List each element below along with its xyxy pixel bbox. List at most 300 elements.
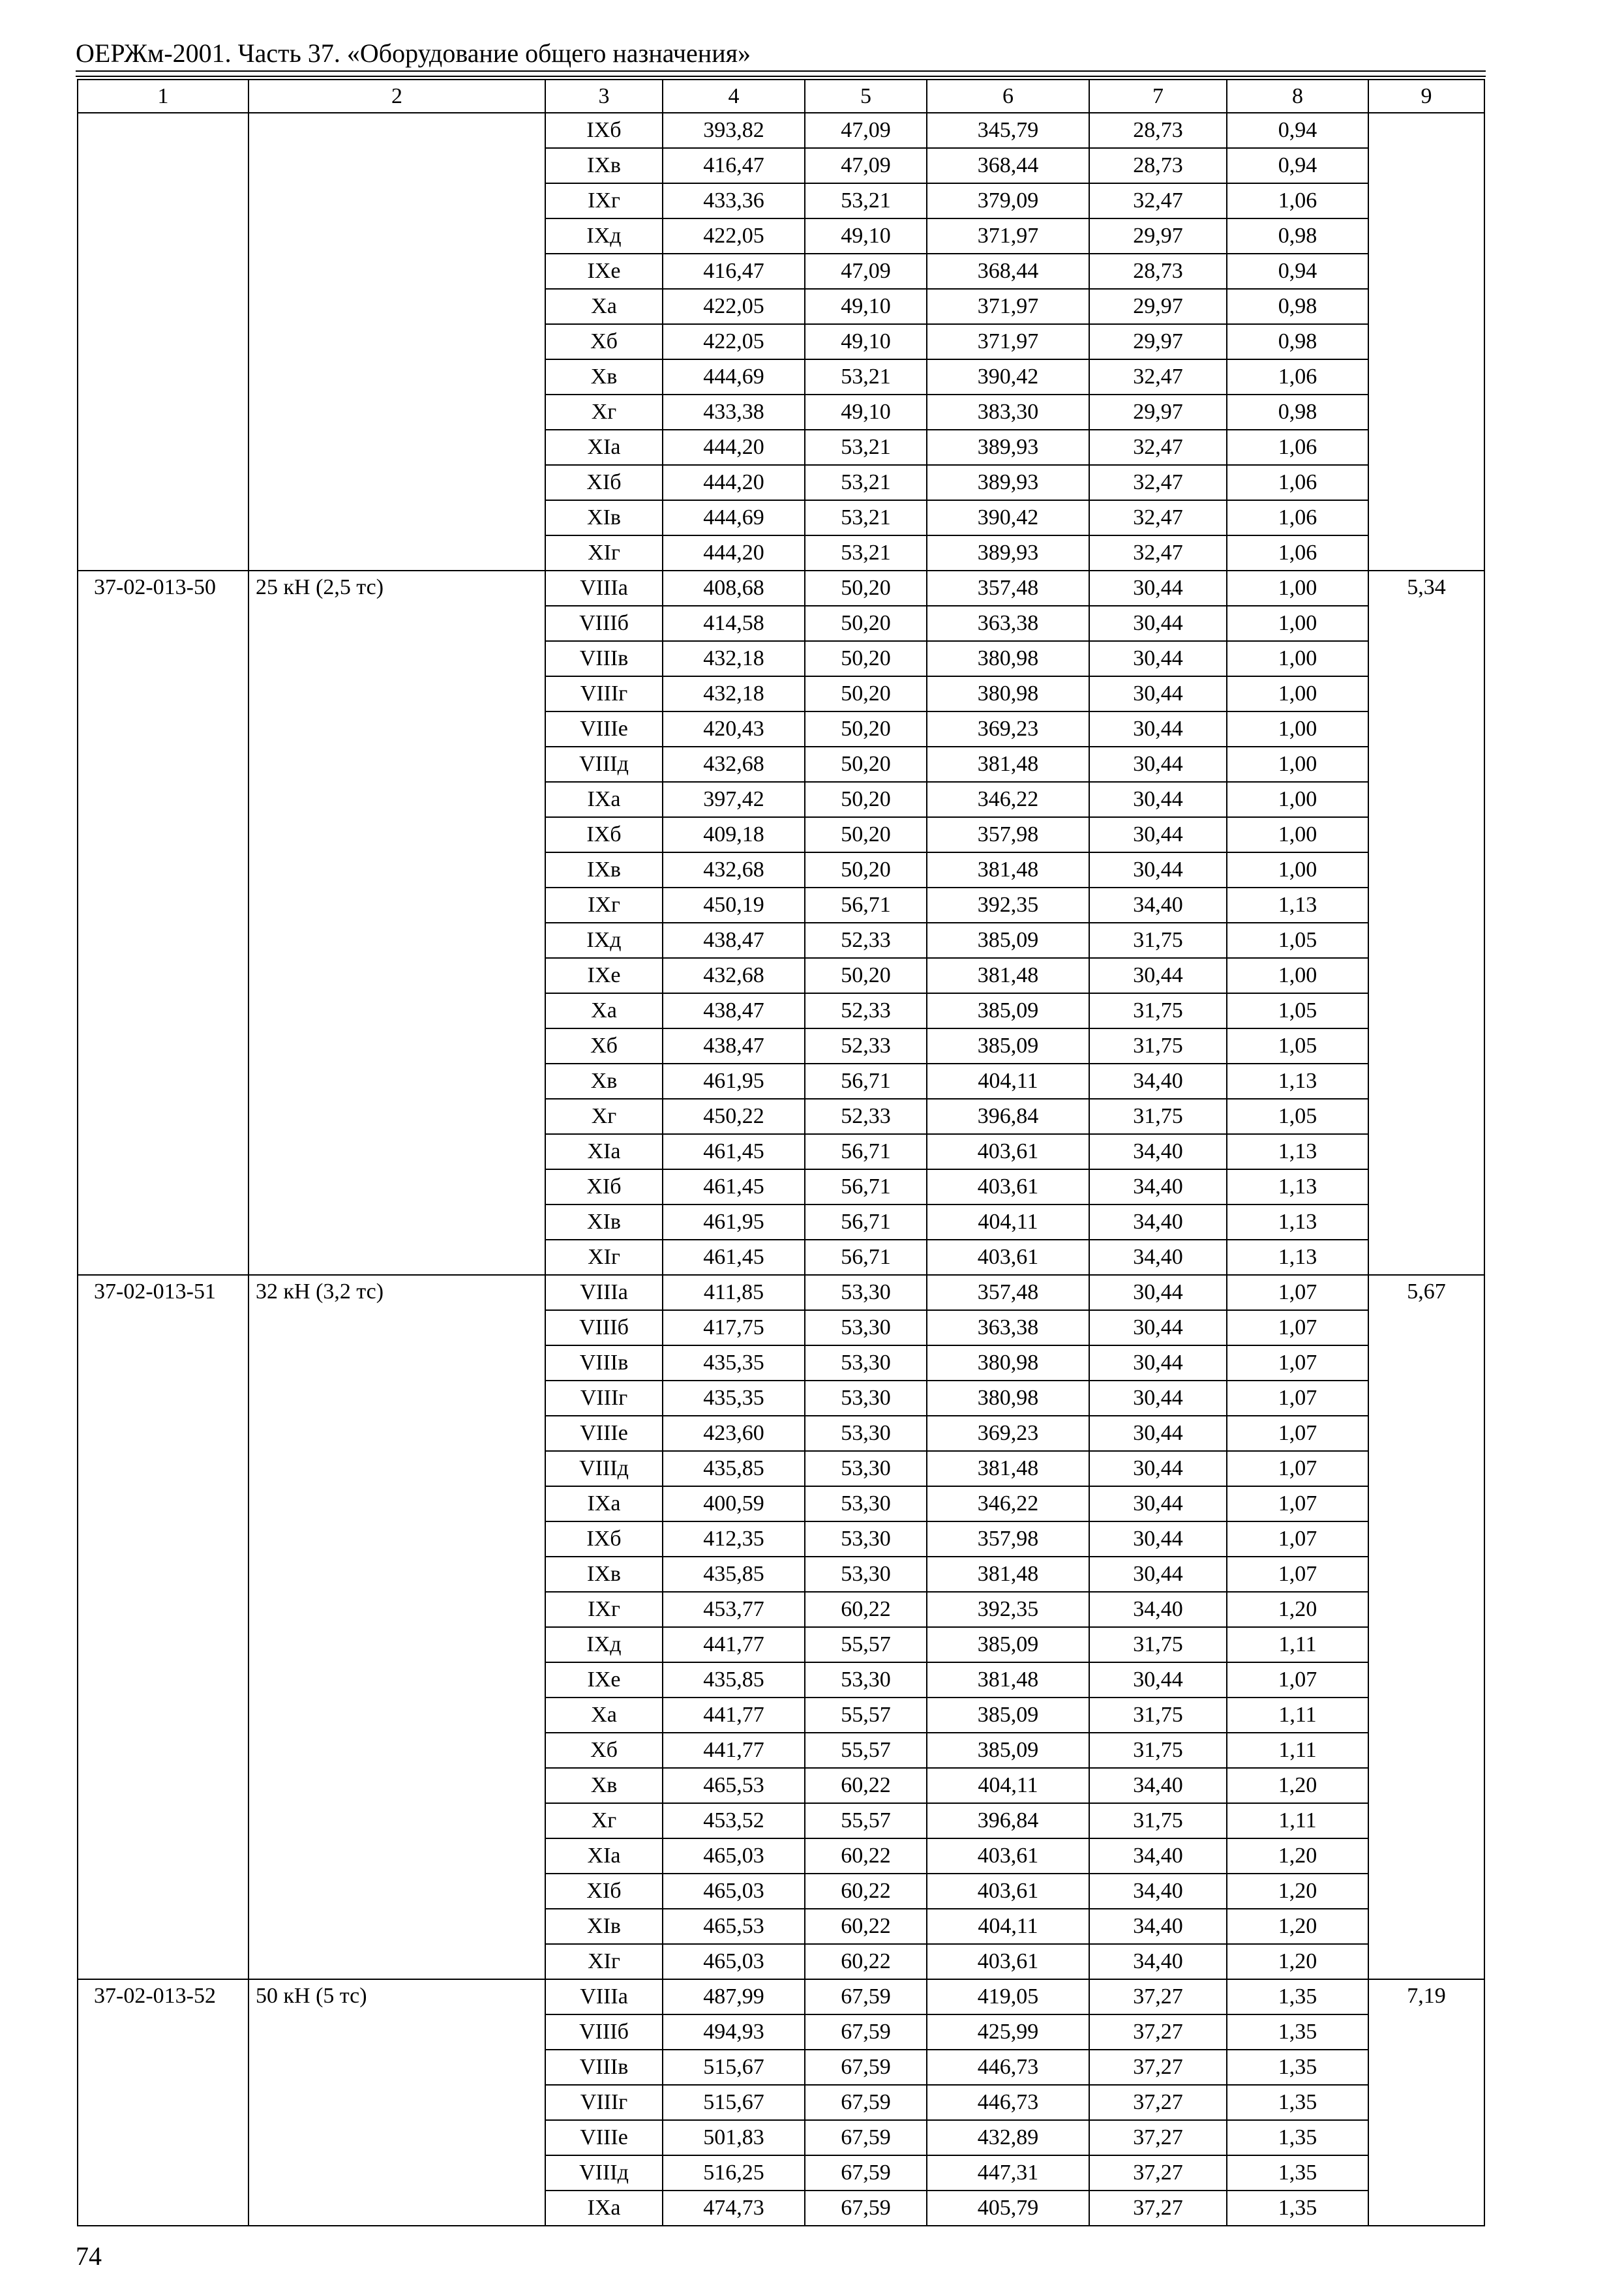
col-8-cell: 0,94 bbox=[1227, 113, 1368, 148]
col-5-cell: 52,33 bbox=[805, 923, 927, 958]
col-5-cell: 50,20 bbox=[805, 817, 927, 852]
col-4-cell: 408,68 bbox=[663, 571, 805, 606]
col-7-cell: 31,75 bbox=[1089, 1733, 1227, 1768]
col-5-cell: 56,71 bbox=[805, 888, 927, 923]
col-6-cell: 357,48 bbox=[927, 1275, 1089, 1310]
header-rule bbox=[76, 76, 1486, 77]
col-3-cell: Xа bbox=[545, 993, 663, 1028]
col-5-cell: 47,09 bbox=[805, 113, 927, 148]
col-8-cell: 1,07 bbox=[1227, 1521, 1368, 1557]
col-4-cell: 422,05 bbox=[663, 324, 805, 359]
col-3-cell: VIIIд bbox=[545, 1451, 663, 1486]
col-4-cell: 444,69 bbox=[663, 359, 805, 395]
col-3-cell: IXг bbox=[545, 888, 663, 923]
col-8-cell: 1,00 bbox=[1227, 817, 1368, 852]
col-6-cell: 403,61 bbox=[927, 1134, 1089, 1169]
col-3-cell: VIIIа bbox=[545, 1979, 663, 2014]
col-6-cell: 345,79 bbox=[927, 113, 1089, 148]
capacity-cell: 25 кН (2,5 тс) bbox=[248, 571, 545, 1275]
column-number-5: 5 bbox=[805, 80, 927, 113]
col-6-cell: 446,73 bbox=[927, 2050, 1089, 2085]
col-4-cell: 435,85 bbox=[663, 1662, 805, 1698]
col-6-cell: 403,61 bbox=[927, 1944, 1089, 1979]
col-7-cell: 31,75 bbox=[1089, 923, 1227, 958]
rate-code-cell: 37-02-013-51 bbox=[78, 1275, 248, 1979]
col-8-cell: 1,05 bbox=[1227, 993, 1368, 1028]
col-4-cell: 423,60 bbox=[663, 1416, 805, 1451]
col-7-cell: 32,47 bbox=[1089, 500, 1227, 535]
col-6-cell: 346,22 bbox=[927, 1486, 1089, 1521]
column-number-9: 9 bbox=[1368, 80, 1484, 113]
col-7-cell: 34,40 bbox=[1089, 1134, 1227, 1169]
column-number-3: 3 bbox=[545, 80, 663, 113]
col-8-cell: 1,20 bbox=[1227, 1592, 1368, 1627]
col-6-cell: 368,44 bbox=[927, 254, 1089, 289]
col-4-cell: 438,47 bbox=[663, 993, 805, 1028]
col-3-cell: XIа bbox=[545, 430, 663, 465]
col-7-cell: 30,44 bbox=[1089, 1381, 1227, 1416]
col-6-cell: 403,61 bbox=[927, 1874, 1089, 1909]
col-3-cell: Xб bbox=[545, 1733, 663, 1768]
col-6-cell: 368,44 bbox=[927, 148, 1089, 183]
col-4-cell: 435,85 bbox=[663, 1557, 805, 1592]
col-5-cell: 53,30 bbox=[805, 1381, 927, 1416]
col-6-cell: 404,11 bbox=[927, 1204, 1089, 1240]
col-3-cell: XIа bbox=[545, 1134, 663, 1169]
col-5-cell: 52,33 bbox=[805, 1099, 927, 1134]
rate-code-cell: 37-02-013-50 bbox=[78, 571, 248, 1275]
col-6-cell: 385,09 bbox=[927, 1733, 1089, 1768]
col-3-cell: Xб bbox=[545, 324, 663, 359]
col-6-cell: 371,97 bbox=[927, 324, 1089, 359]
col-4-cell: 435,35 bbox=[663, 1381, 805, 1416]
col-4-cell: 422,05 bbox=[663, 289, 805, 324]
col-3-cell: IXв bbox=[545, 148, 663, 183]
col-6-cell: 357,98 bbox=[927, 1521, 1089, 1557]
col-7-cell: 30,44 bbox=[1089, 1662, 1227, 1698]
col-8-cell: 0,94 bbox=[1227, 254, 1368, 289]
col-3-cell: VIIIг bbox=[545, 676, 663, 711]
col-4-cell: 432,68 bbox=[663, 958, 805, 993]
col-6-cell: 404,11 bbox=[927, 1909, 1089, 1944]
col-4-cell: 412,35 bbox=[663, 1521, 805, 1557]
col-5-cell: 55,57 bbox=[805, 1733, 927, 1768]
col-3-cell: XIв bbox=[545, 500, 663, 535]
col-6-cell: 385,09 bbox=[927, 1028, 1089, 1064]
col-5-cell: 55,57 bbox=[805, 1627, 927, 1662]
col-4-cell: 461,95 bbox=[663, 1204, 805, 1240]
col-3-cell: IXб bbox=[545, 817, 663, 852]
col-8-cell: 1,00 bbox=[1227, 852, 1368, 888]
col-3-cell: Xа bbox=[545, 1698, 663, 1733]
col-3-cell: IXв bbox=[545, 852, 663, 888]
col-6-cell: 381,48 bbox=[927, 852, 1089, 888]
col-7-cell: 30,44 bbox=[1089, 571, 1227, 606]
col-3-cell: Xб bbox=[545, 1028, 663, 1064]
col-9-cell: 7,19 bbox=[1368, 1979, 1484, 2226]
col-3-cell: IXе bbox=[545, 254, 663, 289]
col-6-cell: 363,38 bbox=[927, 1310, 1089, 1345]
col-6-cell: 396,84 bbox=[927, 1803, 1089, 1838]
col-7-cell: 30,44 bbox=[1089, 1345, 1227, 1381]
col-6-cell: 380,98 bbox=[927, 641, 1089, 676]
col-3-cell: XIб bbox=[545, 1874, 663, 1909]
col-7-cell: 31,75 bbox=[1089, 1627, 1227, 1662]
col-7-cell: 30,44 bbox=[1089, 1310, 1227, 1345]
col-7-cell: 30,44 bbox=[1089, 1275, 1227, 1310]
col-6-cell: 357,48 bbox=[927, 571, 1089, 606]
col-4-cell: 501,83 bbox=[663, 2120, 805, 2155]
col-3-cell: XIг bbox=[545, 535, 663, 571]
col-7-cell: 29,97 bbox=[1089, 324, 1227, 359]
col-4-cell: 433,38 bbox=[663, 395, 805, 430]
col-3-cell: VIIIв bbox=[545, 1345, 663, 1381]
col-3-cell: VIIIб bbox=[545, 2014, 663, 2050]
col-7-cell: 30,44 bbox=[1089, 747, 1227, 782]
col-5-cell: 53,30 bbox=[805, 1310, 927, 1345]
col-4-cell: 487,99 bbox=[663, 1979, 805, 2014]
col-5-cell: 50,20 bbox=[805, 641, 927, 676]
col-8-cell: 1,05 bbox=[1227, 1099, 1368, 1134]
col-8-cell: 1,13 bbox=[1227, 1169, 1368, 1204]
col-7-cell: 32,47 bbox=[1089, 535, 1227, 571]
col-4-cell: 433,36 bbox=[663, 183, 805, 218]
col-8-cell: 1,13 bbox=[1227, 1134, 1368, 1169]
col-6-cell: 369,23 bbox=[927, 711, 1089, 747]
col-7-cell: 34,40 bbox=[1089, 1874, 1227, 1909]
col-4-cell: 393,82 bbox=[663, 113, 805, 148]
col-6-cell: 392,35 bbox=[927, 1592, 1089, 1627]
col-4-cell: 441,77 bbox=[663, 1733, 805, 1768]
col-8-cell: 1,11 bbox=[1227, 1733, 1368, 1768]
col-3-cell: Xг bbox=[545, 1803, 663, 1838]
col-8-cell: 1,07 bbox=[1227, 1381, 1368, 1416]
col-7-cell: 30,44 bbox=[1089, 641, 1227, 676]
col-8-cell: 1,00 bbox=[1227, 782, 1368, 817]
col-4-cell: 411,85 bbox=[663, 1275, 805, 1310]
col-8-cell: 1,13 bbox=[1227, 1204, 1368, 1240]
col-7-cell: 34,40 bbox=[1089, 888, 1227, 923]
col-4-cell: 515,67 bbox=[663, 2050, 805, 2085]
col-4-cell: 444,20 bbox=[663, 535, 805, 571]
col-3-cell: IXд bbox=[545, 1627, 663, 1662]
column-number-6: 6 bbox=[927, 80, 1089, 113]
col-3-cell: XIг bbox=[545, 1240, 663, 1275]
col-7-cell: 30,44 bbox=[1089, 711, 1227, 747]
col-8-cell: 1,07 bbox=[1227, 1451, 1368, 1486]
col-4-cell: 409,18 bbox=[663, 817, 805, 852]
col-8-cell: 1,06 bbox=[1227, 430, 1368, 465]
col-6-cell: 390,42 bbox=[927, 359, 1089, 395]
col-6-cell: 403,61 bbox=[927, 1838, 1089, 1874]
table-row bbox=[78, 1979, 1484, 2014]
col-3-cell: IXг bbox=[545, 1592, 663, 1627]
col-5-cell: 49,10 bbox=[805, 395, 927, 430]
col-7-cell: 29,97 bbox=[1089, 218, 1227, 254]
col-7-cell: 30,44 bbox=[1089, 1557, 1227, 1592]
table-row bbox=[78, 113, 1484, 148]
page-header-title: ОЕРЖм-2001. Часть 37. «Оборудование общего назначения» bbox=[76, 38, 751, 68]
col-8-cell: 1,07 bbox=[1227, 1275, 1368, 1310]
col-5-cell: 60,22 bbox=[805, 1838, 927, 1874]
col-4-cell: 432,18 bbox=[663, 641, 805, 676]
col-3-cell: VIIIд bbox=[545, 747, 663, 782]
col-6-cell: 379,09 bbox=[927, 183, 1089, 218]
rate-code-cell bbox=[78, 113, 248, 571]
col-8-cell: 1,00 bbox=[1227, 711, 1368, 747]
col-6-cell: 381,48 bbox=[927, 1451, 1089, 1486]
col-6-cell: 381,48 bbox=[927, 958, 1089, 993]
header-rule bbox=[76, 70, 1486, 72]
col-4-cell: 432,68 bbox=[663, 747, 805, 782]
col-6-cell: 346,22 bbox=[927, 782, 1089, 817]
table-row bbox=[78, 1275, 1484, 1310]
col-6-cell: 403,61 bbox=[927, 1240, 1089, 1275]
page-number: 74 bbox=[76, 2241, 102, 2271]
col-4-cell: 515,67 bbox=[663, 2085, 805, 2120]
col-4-cell: 461,95 bbox=[663, 1064, 805, 1099]
col-4-cell: 450,22 bbox=[663, 1099, 805, 1134]
col-5-cell: 50,20 bbox=[805, 782, 927, 817]
col-8-cell: 1,07 bbox=[1227, 1557, 1368, 1592]
col-4-cell: 441,77 bbox=[663, 1627, 805, 1662]
col-7-cell: 30,44 bbox=[1089, 852, 1227, 888]
col-4-cell: 444,20 bbox=[663, 430, 805, 465]
col-3-cell: VIIIг bbox=[545, 1381, 663, 1416]
col-6-cell: 389,93 bbox=[927, 465, 1089, 500]
col-6-cell: 381,48 bbox=[927, 1557, 1089, 1592]
col-4-cell: 465,03 bbox=[663, 1944, 805, 1979]
col-5-cell: 53,21 bbox=[805, 359, 927, 395]
col-3-cell: XIб bbox=[545, 1169, 663, 1204]
col-7-cell: 31,75 bbox=[1089, 1698, 1227, 1733]
col-8-cell: 1,07 bbox=[1227, 1486, 1368, 1521]
col-8-cell: 0,98 bbox=[1227, 324, 1368, 359]
col-5-cell: 50,20 bbox=[805, 958, 927, 993]
col-8-cell: 1,11 bbox=[1227, 1627, 1368, 1662]
col-3-cell: XIв bbox=[545, 1909, 663, 1944]
col-7-cell: 28,73 bbox=[1089, 113, 1227, 148]
col-3-cell: VIIIв bbox=[545, 641, 663, 676]
col-3-cell: IXа bbox=[545, 1486, 663, 1521]
col-8-cell: 1,06 bbox=[1227, 500, 1368, 535]
col-3-cell: IXг bbox=[545, 183, 663, 218]
col-7-cell: 37,27 bbox=[1089, 2155, 1227, 2191]
col-3-cell: VIIIе bbox=[545, 711, 663, 747]
col-6-cell: 369,23 bbox=[927, 1416, 1089, 1451]
col-7-cell: 31,75 bbox=[1089, 1803, 1227, 1838]
col-5-cell: 67,59 bbox=[805, 1979, 927, 2014]
col-8-cell: 0,98 bbox=[1227, 395, 1368, 430]
col-9-cell: 5,34 bbox=[1368, 571, 1484, 1275]
col-8-cell: 1,13 bbox=[1227, 1240, 1368, 1275]
col-5-cell: 56,71 bbox=[805, 1134, 927, 1169]
col-7-cell: 34,40 bbox=[1089, 1064, 1227, 1099]
col-4-cell: 432,68 bbox=[663, 852, 805, 888]
col-8-cell: 1,11 bbox=[1227, 1803, 1368, 1838]
col-6-cell: 371,97 bbox=[927, 218, 1089, 254]
col-4-cell: 417,75 bbox=[663, 1310, 805, 1345]
col-5-cell: 60,22 bbox=[805, 1592, 927, 1627]
col-5-cell: 50,20 bbox=[805, 676, 927, 711]
col-8-cell: 1,07 bbox=[1227, 1662, 1368, 1698]
col-8-cell: 1,35 bbox=[1227, 2085, 1368, 2120]
col-4-cell: 461,45 bbox=[663, 1134, 805, 1169]
col-3-cell: IXб bbox=[545, 113, 663, 148]
rate-code-cell: 37-02-013-52 bbox=[78, 1979, 248, 2226]
col-4-cell: 453,52 bbox=[663, 1803, 805, 1838]
col-7-cell: 34,40 bbox=[1089, 1768, 1227, 1803]
col-8-cell: 1,07 bbox=[1227, 1345, 1368, 1381]
col-3-cell: VIIIа bbox=[545, 571, 663, 606]
col-6-cell: 371,97 bbox=[927, 289, 1089, 324]
col-6-cell: 381,48 bbox=[927, 747, 1089, 782]
col-4-cell: 453,77 bbox=[663, 1592, 805, 1627]
col-7-cell: 31,75 bbox=[1089, 993, 1227, 1028]
col-7-cell: 31,75 bbox=[1089, 1028, 1227, 1064]
col-6-cell: 425,99 bbox=[927, 2014, 1089, 2050]
col-7-cell: 34,40 bbox=[1089, 1592, 1227, 1627]
col-5-cell: 53,21 bbox=[805, 500, 927, 535]
col-4-cell: 441,77 bbox=[663, 1698, 805, 1733]
column-number-1: 1 bbox=[78, 80, 248, 113]
col-7-cell: 31,75 bbox=[1089, 1099, 1227, 1134]
col-5-cell: 53,21 bbox=[805, 430, 927, 465]
col-3-cell: Xг bbox=[545, 395, 663, 430]
col-5-cell: 50,20 bbox=[805, 571, 927, 606]
col-4-cell: 461,45 bbox=[663, 1169, 805, 1204]
col-6-cell: 405,79 bbox=[927, 2191, 1089, 2226]
col-3-cell: XIа bbox=[545, 1838, 663, 1874]
col-8-cell: 0,98 bbox=[1227, 218, 1368, 254]
col-4-cell: 397,42 bbox=[663, 782, 805, 817]
capacity-cell: 50 кН (5 тс) bbox=[248, 1979, 545, 2226]
col-3-cell: XIг bbox=[545, 1944, 663, 1979]
table-header bbox=[78, 80, 1484, 113]
col-3-cell: IXе bbox=[545, 958, 663, 993]
col-6-cell: 380,98 bbox=[927, 676, 1089, 711]
col-7-cell: 30,44 bbox=[1089, 958, 1227, 993]
col-3-cell: VIIIб bbox=[545, 606, 663, 641]
col-6-cell: 419,05 bbox=[927, 1979, 1089, 2014]
col-4-cell: 474,73 bbox=[663, 2191, 805, 2226]
col-5-cell: 50,20 bbox=[805, 747, 927, 782]
col-3-cell: IXа bbox=[545, 782, 663, 817]
col-8-cell: 1,07 bbox=[1227, 1416, 1368, 1451]
col-8-cell: 1,06 bbox=[1227, 359, 1368, 395]
col-5-cell: 53,30 bbox=[805, 1416, 927, 1451]
capacity-cell bbox=[248, 113, 545, 571]
col-5-cell: 53,30 bbox=[805, 1486, 927, 1521]
col-4-cell: 416,47 bbox=[663, 148, 805, 183]
col-8-cell: 1,07 bbox=[1227, 1310, 1368, 1345]
table-body bbox=[78, 113, 1484, 2226]
col-7-cell: 34,40 bbox=[1089, 1838, 1227, 1874]
col-8-cell: 1,06 bbox=[1227, 465, 1368, 500]
col-4-cell: 444,69 bbox=[663, 500, 805, 535]
col-6-cell: 385,09 bbox=[927, 923, 1089, 958]
col-3-cell: IXа bbox=[545, 2191, 663, 2226]
col-5-cell: 56,71 bbox=[805, 1204, 927, 1240]
col-8-cell: 1,00 bbox=[1227, 571, 1368, 606]
col-5-cell: 67,59 bbox=[805, 2085, 927, 2120]
col-8-cell: 1,05 bbox=[1227, 923, 1368, 958]
col-7-cell: 30,44 bbox=[1089, 1416, 1227, 1451]
col-8-cell: 1,35 bbox=[1227, 2155, 1368, 2191]
col-5-cell: 56,71 bbox=[805, 1169, 927, 1204]
col-3-cell: IXв bbox=[545, 1557, 663, 1592]
col-7-cell: 37,27 bbox=[1089, 2191, 1227, 2226]
col-8-cell: 0,94 bbox=[1227, 148, 1368, 183]
col-4-cell: 516,25 bbox=[663, 2155, 805, 2191]
col-4-cell: 465,53 bbox=[663, 1768, 805, 1803]
col-7-cell: 30,44 bbox=[1089, 606, 1227, 641]
col-5-cell: 53,21 bbox=[805, 535, 927, 571]
col-4-cell: 438,47 bbox=[663, 923, 805, 958]
col-5-cell: 49,10 bbox=[805, 289, 927, 324]
col-6-cell: 380,98 bbox=[927, 1381, 1089, 1416]
col-4-cell: 465,03 bbox=[663, 1874, 805, 1909]
col-3-cell: Xа bbox=[545, 289, 663, 324]
col-5-cell: 50,20 bbox=[805, 711, 927, 747]
column-number-4: 4 bbox=[663, 80, 805, 113]
col-4-cell: 461,45 bbox=[663, 1240, 805, 1275]
col-6-cell: 385,09 bbox=[927, 993, 1089, 1028]
col-5-cell: 50,20 bbox=[805, 606, 927, 641]
col-6-cell: 404,11 bbox=[927, 1768, 1089, 1803]
col-8-cell: 1,05 bbox=[1227, 1028, 1368, 1064]
estimate-table bbox=[77, 79, 1485, 2226]
col-5-cell: 53,21 bbox=[805, 465, 927, 500]
col-8-cell: 1,00 bbox=[1227, 747, 1368, 782]
col-7-cell: 34,40 bbox=[1089, 1909, 1227, 1944]
col-7-cell: 34,40 bbox=[1089, 1240, 1227, 1275]
col-8-cell: 1,35 bbox=[1227, 2191, 1368, 2226]
col-8-cell: 0,98 bbox=[1227, 289, 1368, 324]
col-5-cell: 67,59 bbox=[805, 2155, 927, 2191]
column-number-7: 7 bbox=[1089, 80, 1227, 113]
col-7-cell: 30,44 bbox=[1089, 817, 1227, 852]
col-7-cell: 29,97 bbox=[1089, 395, 1227, 430]
col-7-cell: 32,47 bbox=[1089, 183, 1227, 218]
col-5-cell: 60,22 bbox=[805, 1768, 927, 1803]
col-7-cell: 34,40 bbox=[1089, 1944, 1227, 1979]
col-3-cell: VIIIб bbox=[545, 1310, 663, 1345]
column-number-row bbox=[78, 80, 1484, 113]
col-6-cell: 380,98 bbox=[927, 1345, 1089, 1381]
col-4-cell: 414,58 bbox=[663, 606, 805, 641]
col-3-cell: XIв bbox=[545, 1204, 663, 1240]
col-4-cell: 432,18 bbox=[663, 676, 805, 711]
col-8-cell: 1,35 bbox=[1227, 1979, 1368, 2014]
col-7-cell: 37,27 bbox=[1089, 2120, 1227, 2155]
col-5-cell: 53,30 bbox=[805, 1345, 927, 1381]
col-6-cell: 390,42 bbox=[927, 500, 1089, 535]
col-7-cell: 37,27 bbox=[1089, 1979, 1227, 2014]
col-6-cell: 357,98 bbox=[927, 817, 1089, 852]
col-5-cell: 67,59 bbox=[805, 2191, 927, 2226]
col-7-cell: 28,73 bbox=[1089, 254, 1227, 289]
col-3-cell: IXд bbox=[545, 218, 663, 254]
col-6-cell: 363,38 bbox=[927, 606, 1089, 641]
col-7-cell: 30,44 bbox=[1089, 1451, 1227, 1486]
col-8-cell: 1,20 bbox=[1227, 1768, 1368, 1803]
col-8-cell: 1,20 bbox=[1227, 1874, 1368, 1909]
column-number-8: 8 bbox=[1227, 80, 1368, 113]
col-7-cell: 37,27 bbox=[1089, 2085, 1227, 2120]
table-row bbox=[78, 571, 1484, 606]
col-6-cell: 392,35 bbox=[927, 888, 1089, 923]
